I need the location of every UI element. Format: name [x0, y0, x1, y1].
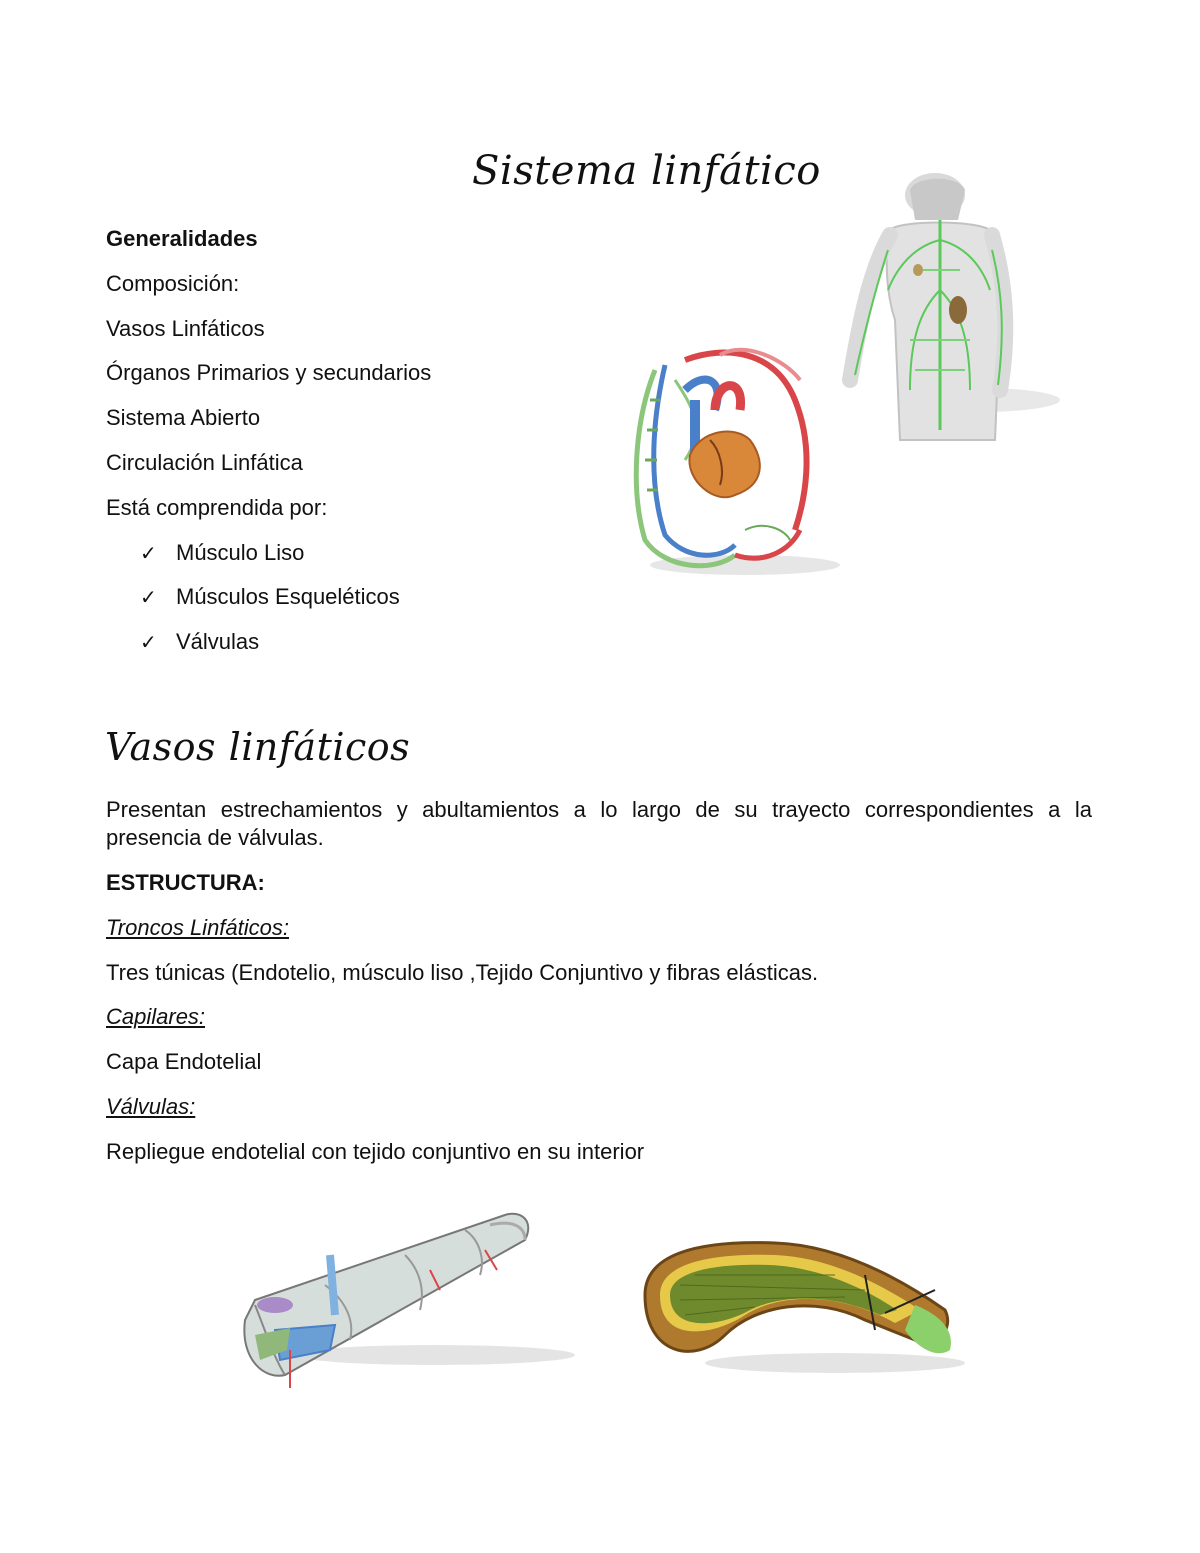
capilares-label: Capilares: — [106, 1004, 206, 1029]
line-sistema-abierto: Sistema Abierto — [106, 405, 261, 430]
lymph-vessel-illustration — [235, 1210, 580, 1390]
valvulas-text: Repliegue endotelial con tejido conjuntivo en su interior — [106, 1139, 645, 1164]
check-icon: ✓ — [140, 632, 157, 654]
page-title: Sistema linfático — [472, 148, 821, 194]
check-item-valvulas: Válvulas — [176, 629, 260, 654]
capilares-text: Capa Endotelial — [106, 1049, 262, 1074]
check-icon: ✓ — [140, 543, 157, 565]
troncos-text: Tres túnicas (Endotelio, músculo liso ,Tejido Conjuntivo y fibras elásticas. — [106, 960, 819, 985]
vasos-intro-paragraph: Presentan estrechamientos y abultamientos a lo largo de su trayecto correspondientes a la presencia de válvulas. — [106, 797, 1092, 850]
line-composicion: Composición: — [106, 271, 240, 296]
check-item-musculos-esqueleticos: Músculos Esqueléticos — [176, 584, 400, 609]
circulation-illustration — [625, 340, 850, 580]
capillary-section-illustration — [635, 1235, 970, 1385]
line-comprendida: Está comprendida por: — [106, 495, 328, 520]
section-heading-vasos: Vasos linfáticos — [105, 725, 411, 769]
line-circulacion: Circulación Linfática — [106, 450, 303, 475]
check-icon: ✓ — [140, 587, 157, 609]
check-item-musculo-liso: Músculo Liso — [176, 540, 305, 565]
troncos-label: Troncos Linfáticos: — [106, 915, 290, 940]
body-lymphatic-illustration — [840, 170, 1070, 450]
line-vasos: Vasos Linfáticos — [106, 316, 265, 341]
generalidades-heading: Generalidades — [106, 226, 258, 251]
line-organos: Órganos Primarios y secundarios — [106, 360, 432, 385]
valvulas-label: Válvulas: — [106, 1094, 196, 1119]
estructura-label: ESTRUCTURA: — [106, 870, 265, 895]
